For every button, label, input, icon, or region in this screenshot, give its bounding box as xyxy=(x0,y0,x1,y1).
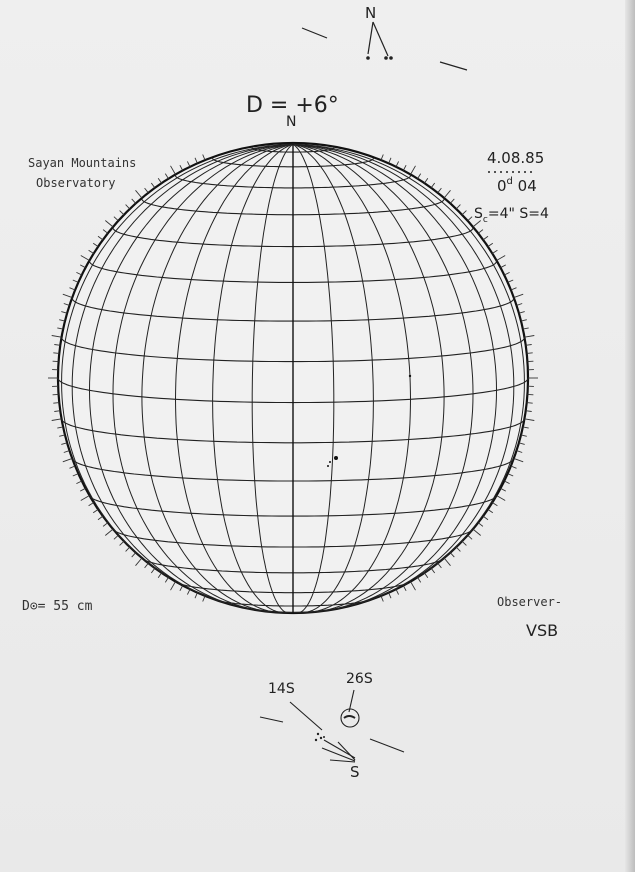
limb-tick xyxy=(151,568,155,573)
limb-tick xyxy=(438,563,442,568)
limb-tick xyxy=(527,353,533,354)
group-14s-label: 14S xyxy=(268,681,295,697)
limb-tick xyxy=(527,403,533,404)
north-pole-marker: N xyxy=(286,114,297,130)
limb-tick xyxy=(203,596,205,602)
limb-tick xyxy=(70,466,76,468)
limb-tick xyxy=(501,265,506,268)
limb-tick xyxy=(158,178,161,183)
limb-tick xyxy=(151,183,155,188)
limb-tick xyxy=(180,586,183,591)
limb-tick xyxy=(492,250,497,253)
limb-tick xyxy=(450,553,454,558)
observation-time: 0$^d$ 04 xyxy=(497,176,537,195)
limb-tick xyxy=(195,158,197,164)
limb-tick xyxy=(468,535,473,539)
limb-tick xyxy=(89,503,94,506)
limb-tick xyxy=(145,563,149,568)
limb-tick xyxy=(504,481,509,484)
limb-tick xyxy=(132,553,136,558)
limb-tick xyxy=(511,466,517,468)
limb-tick xyxy=(478,230,483,234)
limb-tick xyxy=(444,558,450,566)
sunspot-mark xyxy=(327,465,329,467)
limb-tick xyxy=(389,593,391,599)
limb-tick xyxy=(76,481,81,484)
solar-disk-diameter: D⊙= 55 cm xyxy=(22,599,93,614)
limb-tick xyxy=(431,568,435,573)
limb-tick xyxy=(98,236,103,240)
limb-tick xyxy=(411,166,416,175)
limb-tick xyxy=(52,336,62,338)
observatory-line-2: Observatory xyxy=(36,176,116,190)
limb-tick xyxy=(53,353,59,354)
limb-tick xyxy=(136,558,142,566)
limb-tick xyxy=(523,328,529,329)
limb-tick xyxy=(508,474,514,476)
limb-tick xyxy=(73,474,79,476)
observation-date: 4.08.85 xyxy=(487,149,545,167)
limb-tick xyxy=(70,288,76,290)
limb-tick xyxy=(52,419,62,421)
limb-tick xyxy=(483,236,488,240)
limb-tick xyxy=(165,174,168,179)
limb-tick xyxy=(424,178,427,183)
limb-tick xyxy=(504,272,509,275)
limb-tick xyxy=(381,596,383,602)
limb-tick xyxy=(63,294,72,297)
limb-tick xyxy=(81,496,90,501)
limb-tick xyxy=(514,458,523,461)
limb-tick xyxy=(73,280,79,282)
limb-tick xyxy=(80,265,85,268)
limb-tick xyxy=(396,589,399,594)
limb-tick xyxy=(438,188,442,193)
limb-tick xyxy=(389,158,391,164)
limb-tick xyxy=(403,165,406,170)
limb-tick xyxy=(126,547,130,551)
sunspot-group-sketch xyxy=(260,671,404,781)
limb-tick xyxy=(456,205,460,209)
limb-tick xyxy=(483,516,488,520)
limb-tick xyxy=(381,155,383,161)
limb-tick xyxy=(187,589,190,594)
sunspot-mark xyxy=(409,375,411,377)
limb-tick xyxy=(171,166,176,175)
limb-tick xyxy=(145,188,149,193)
limb-tick xyxy=(444,190,450,198)
date-dots xyxy=(488,171,532,173)
limb-tick xyxy=(462,541,466,545)
limb-tick xyxy=(120,541,124,545)
seeing-rating: $S_c=4$" S=4 xyxy=(474,206,549,225)
limb-tick xyxy=(450,199,454,204)
limb-tick xyxy=(488,243,493,246)
limb-tick xyxy=(411,582,416,591)
top-compass-n-label: N xyxy=(365,4,377,22)
limb-tick xyxy=(497,256,506,261)
limb-tick xyxy=(57,427,63,428)
limb-tick xyxy=(203,155,205,161)
limb-tick xyxy=(492,503,497,506)
limb-tick xyxy=(171,582,176,591)
sunspot-mark xyxy=(334,456,338,460)
limb-tick xyxy=(57,328,63,329)
limb-tick xyxy=(497,496,506,501)
limb-tick xyxy=(93,243,98,246)
group-26s-label: 26S xyxy=(346,671,373,687)
limb-tick xyxy=(456,547,460,551)
limb-tick xyxy=(93,509,98,512)
limb-tick xyxy=(478,523,483,527)
limb-tick xyxy=(81,256,90,261)
limb-tick xyxy=(165,577,168,582)
limb-tick xyxy=(523,427,529,428)
limb-tick xyxy=(136,190,142,198)
limb-tick xyxy=(120,211,124,215)
top-compass-sketch xyxy=(302,4,467,70)
observer-label: Observer- xyxy=(497,595,563,609)
declination-label: D = +6° xyxy=(246,93,339,118)
limb-tick xyxy=(468,217,473,221)
limb-tick xyxy=(511,288,517,290)
sunspot-mark xyxy=(329,461,331,463)
limb-tick xyxy=(105,221,113,227)
limb-tick xyxy=(64,304,70,306)
limb-tick xyxy=(524,336,534,338)
limb-tick xyxy=(158,573,161,578)
limb-tick xyxy=(508,280,514,282)
limb-tick xyxy=(114,217,119,221)
limb-tick xyxy=(517,304,523,306)
limb-tick xyxy=(126,205,130,209)
limb-tick xyxy=(53,403,59,404)
limb-tick xyxy=(195,593,197,599)
limb-tick xyxy=(76,272,81,275)
solar-grid-disk xyxy=(48,143,538,613)
limb-tick xyxy=(114,535,119,539)
limb-tick xyxy=(462,211,466,215)
limb-tick xyxy=(473,529,481,535)
limb-tick xyxy=(103,230,108,234)
limb-tick xyxy=(418,174,421,179)
limb-tick xyxy=(396,161,399,166)
limb-tick xyxy=(105,529,113,535)
limb-tick xyxy=(517,451,523,453)
limb-tick xyxy=(103,523,108,527)
limb-tick xyxy=(132,199,136,204)
limb-tick xyxy=(63,458,72,461)
limb-tick xyxy=(524,419,534,421)
limb-tick xyxy=(514,294,523,297)
limb-tick xyxy=(80,488,85,491)
limb-tick xyxy=(501,488,506,491)
bottom-compass-s-label: S xyxy=(350,763,360,781)
limb-tick xyxy=(180,165,183,170)
limb-tick xyxy=(418,577,421,582)
observer-initials: VSB xyxy=(526,621,559,640)
limb-tick xyxy=(431,183,435,188)
limb-tick xyxy=(424,573,427,578)
observatory-line-1: Sayan Mountains xyxy=(28,156,137,170)
limb-tick xyxy=(403,586,406,591)
limb-tick xyxy=(64,451,70,453)
limb-tick xyxy=(98,516,103,520)
limb-tick xyxy=(187,161,190,166)
limb-tick xyxy=(89,250,94,253)
limb-tick xyxy=(488,509,493,512)
